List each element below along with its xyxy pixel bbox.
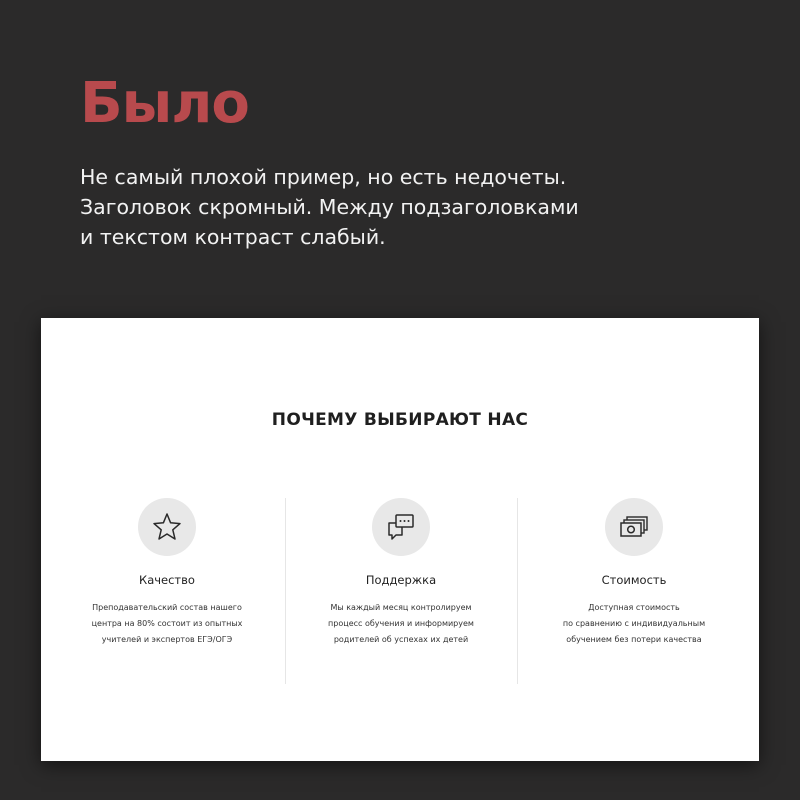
column-divider <box>285 498 286 684</box>
feature-desc-line: по сравнению с индивидуальным <box>562 619 706 628</box>
money-icon <box>605 498 663 556</box>
feature-quality <box>67 498 267 648</box>
feature-desc-line: Доступная стоимость <box>588 603 680 612</box>
example-card <box>41 318 759 761</box>
intro-line: и текстом контраст слабый. <box>80 225 386 249</box>
feature-cost <box>534 498 734 648</box>
feature-description <box>534 600 734 648</box>
feature-support <box>301 498 501 648</box>
feature-desc-line: Мы каждый месяц контролируем <box>330 603 472 612</box>
intro-line: Не самый плохой пример, но есть недочеты. <box>80 165 567 189</box>
feature-desc-line: процесс обучения и информируем <box>328 619 474 628</box>
column-divider <box>517 498 518 684</box>
feature-desc-line: центра на 80% состоит из опытных <box>91 619 243 628</box>
slide-heading: Было <box>80 71 249 136</box>
feature-desc-line: Преподавательский состав нашего <box>92 603 242 612</box>
feature-description <box>301 600 501 648</box>
intro-text <box>80 162 720 252</box>
feature-desc-line: родителей об успехах их детей <box>333 635 469 644</box>
feature-desc-line: учителей и экспертов ЕГЭ/ОГЭ <box>101 635 233 644</box>
feature-name: Стоимость <box>601 573 667 587</box>
chat-bubbles-icon <box>372 498 430 556</box>
feature-desc-line: обучением без потери качества <box>566 635 702 644</box>
star-icon <box>138 498 196 556</box>
intro-line: Заголовок скромный. Между подзаголовками <box>80 195 579 219</box>
card-title: ПОЧЕМУ ВЫБИРАЮТ НАС <box>271 410 529 430</box>
feature-description <box>67 600 267 648</box>
feature-name: Качество <box>139 573 195 587</box>
feature-name: Поддержка <box>365 573 437 587</box>
